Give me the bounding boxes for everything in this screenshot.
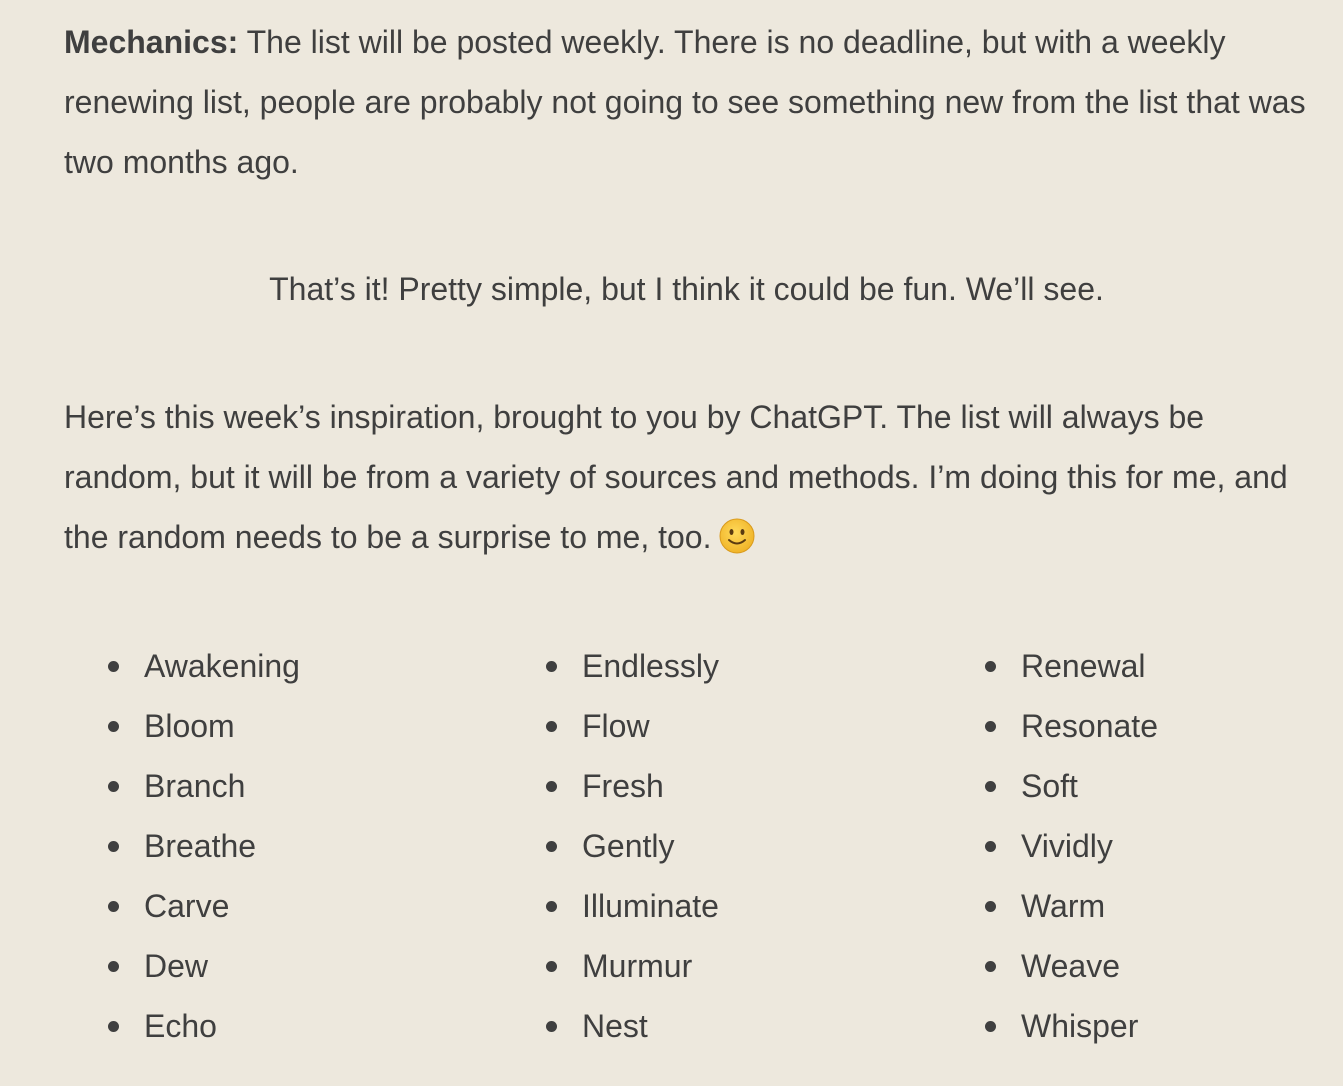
list-item xyxy=(108,636,300,696)
bullet-icon xyxy=(108,841,119,852)
bullet-icon xyxy=(108,721,119,732)
list-item xyxy=(108,816,300,876)
list-item-label: Weave xyxy=(1021,948,1121,984)
bullet-icon xyxy=(546,781,557,792)
list-item xyxy=(108,756,300,816)
inspiration-paragraph xyxy=(64,387,1314,567)
list-item-label: Flow xyxy=(582,708,650,744)
bullet-icon xyxy=(985,781,996,792)
list-item xyxy=(108,696,300,756)
list-item xyxy=(546,636,719,696)
list-item-label: Nest xyxy=(582,1008,648,1044)
mechanics-label: Mechanics: xyxy=(64,24,239,60)
bullet-icon xyxy=(546,901,557,912)
bullet-icon xyxy=(108,901,119,912)
list-item xyxy=(985,756,1158,816)
bullet-icon xyxy=(546,1021,557,1032)
list-item xyxy=(546,816,719,876)
list-item xyxy=(108,936,300,996)
list-item xyxy=(985,816,1158,876)
list-item-label: Resonate xyxy=(1021,708,1158,744)
bullet-icon xyxy=(546,841,557,852)
list-item-label: Warm xyxy=(1021,888,1106,924)
slightly-smiling-face-icon xyxy=(719,513,755,549)
list-item-label: Carve xyxy=(144,888,230,924)
list-item-label: Fresh xyxy=(582,768,664,804)
bullet-icon xyxy=(985,961,996,972)
list-item xyxy=(546,756,719,816)
list-item-label: Bloom xyxy=(144,708,235,744)
centered-line: That’s it! Pretty simple, but I think it could be fun. We’ll see. xyxy=(269,271,1104,307)
list-item xyxy=(546,936,719,996)
list-item xyxy=(546,696,719,756)
bullet-icon xyxy=(546,961,557,972)
list-item xyxy=(985,996,1158,1056)
bullet-icon xyxy=(108,961,119,972)
bullet-icon xyxy=(108,1021,119,1032)
list-item-label: Breathe xyxy=(144,828,257,864)
list-item-label: Whisper xyxy=(1021,1008,1139,1044)
list-item-label: Gently xyxy=(582,828,675,864)
list-item-label: Renewal xyxy=(1021,648,1146,684)
list-item xyxy=(985,636,1158,696)
word-list-column-2 xyxy=(546,636,719,1056)
list-item-label: Vividly xyxy=(1021,828,1113,864)
bullet-icon xyxy=(546,721,557,732)
list-item xyxy=(546,876,719,936)
bullet-icon xyxy=(108,781,119,792)
list-item xyxy=(546,996,719,1056)
list-item-label: Soft xyxy=(1021,768,1078,804)
bullet-icon xyxy=(546,661,557,672)
mechanics-text: The list will be posted weekly. There is no deadline, but with a weekly renewing list, people are probably not going to see something new from the list that was two months ago. xyxy=(64,24,1306,180)
bullet-icon xyxy=(108,661,119,672)
mechanics-paragraph xyxy=(64,12,1314,192)
list-item-label: Awakening xyxy=(144,648,300,684)
list-item xyxy=(108,996,300,1056)
list-item-label: Endlessly xyxy=(582,648,719,684)
list-item-label: Illuminate xyxy=(582,888,719,924)
list-item-label: Branch xyxy=(144,768,246,804)
list-item-label: Dew xyxy=(144,948,209,984)
word-list-column-3 xyxy=(985,636,1158,1056)
bullet-icon xyxy=(985,1021,996,1032)
list-item-label: Echo xyxy=(144,1008,217,1044)
list-item xyxy=(985,696,1158,756)
list-item xyxy=(108,876,300,936)
bullet-icon xyxy=(985,841,996,852)
list-item-label: Murmur xyxy=(582,948,693,984)
bullet-icon xyxy=(985,721,996,732)
list-item xyxy=(985,936,1158,996)
list-item xyxy=(985,876,1158,936)
bullet-icon xyxy=(985,661,996,672)
inspiration-text: Here’s this week’s inspiration, brought to you by ChatGPT. The list will always be random, but it will be from a variety of sources and methods. I’m doing this for me, and the random needs to be a surprise to me, too. xyxy=(64,399,1288,555)
bullet-icon xyxy=(985,901,996,912)
word-list-column-1 xyxy=(108,636,300,1056)
